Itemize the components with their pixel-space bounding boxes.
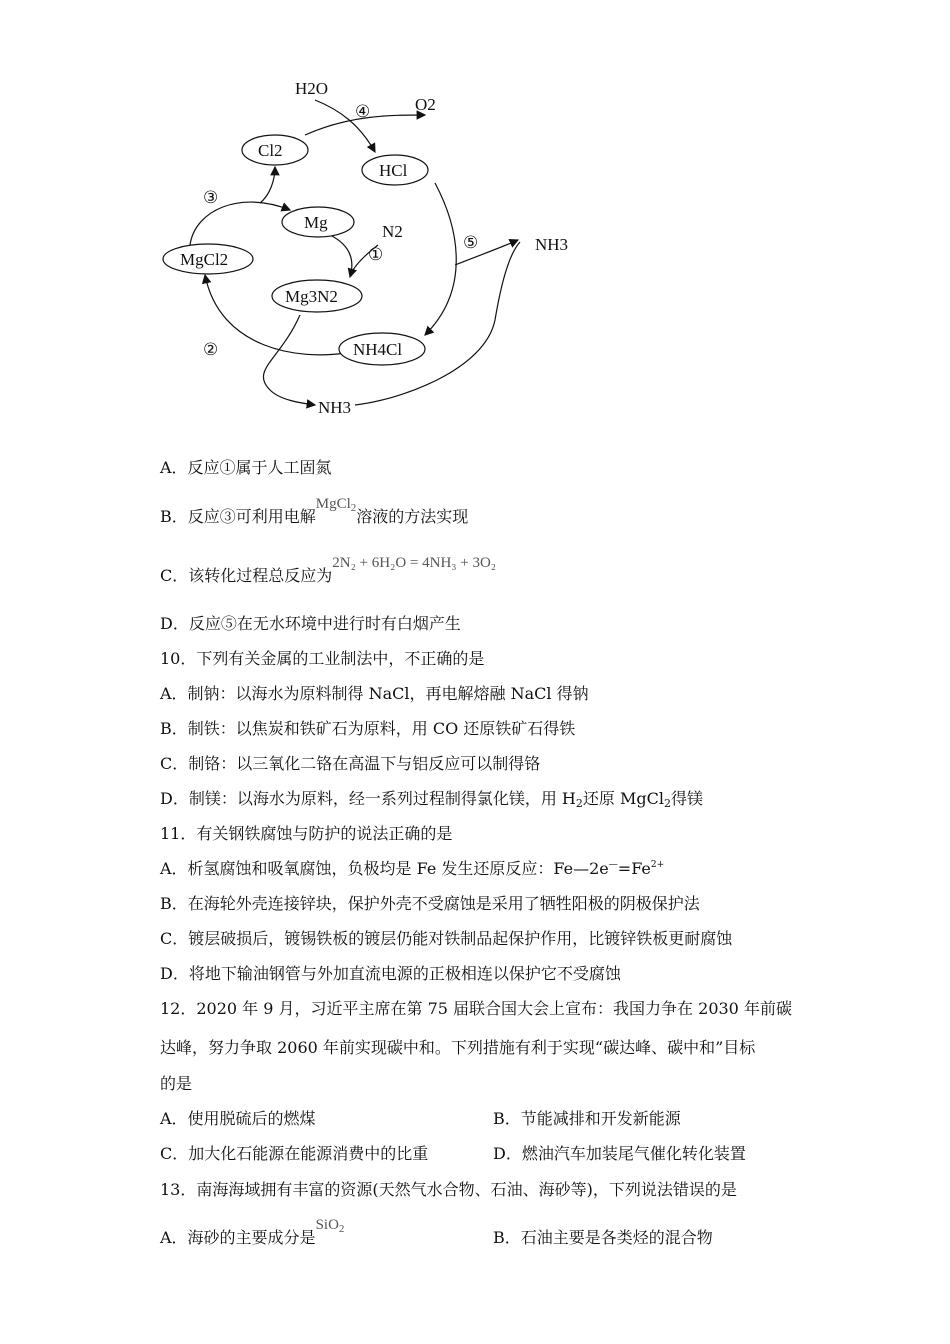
node-mg xyxy=(282,207,354,237)
q10-option-d-text-end: 得镁 xyxy=(670,789,703,808)
formula-text: MgCl xyxy=(315,496,351,512)
species-h2o: H2O xyxy=(295,79,329,98)
subscript: 2 xyxy=(663,797,671,810)
q13-option-b: B．石油主要是各类烃的混合物 xyxy=(493,1228,713,1247)
arrow-branch-to-cl2 xyxy=(260,167,275,203)
q9-option-d: D．反应⑤在无水环境中进行时有白烟产生 xyxy=(160,614,461,633)
arrow-mgcl2-to-mg-cl2 xyxy=(190,202,290,245)
arrow-mg-to-mg3n2 xyxy=(330,235,352,277)
q12-option-b: B．节能减排和开发新能源 xyxy=(493,1109,681,1128)
q13-option-a-formula xyxy=(316,1217,345,1233)
q9-option-c-formula: 2N₂ + 6H₂O = 4NH₃ + 3O₂ xyxy=(332,555,497,571)
species-o2: O2 xyxy=(415,95,436,114)
q11-option-d: D．将地下输油钢管与外加直流电源的正极相连以保护它不受腐蚀 xyxy=(160,964,621,983)
node-mg3n2 xyxy=(272,280,362,312)
q9-option-b-formula xyxy=(316,496,357,512)
q13-stem: 13．南海海域拥有丰富的资源(天然气水合物、石油、海砂等)，下列说法错误的是 xyxy=(160,1180,737,1199)
q10-option-d-text-mid: 还原 MgCl xyxy=(582,789,664,808)
species-n2: N2 xyxy=(382,222,403,241)
q10-stem: 10．下列有关金属的工业制法中，不正确的是 xyxy=(160,649,485,668)
arrow-hcl-to-nh4cl xyxy=(425,183,456,335)
q9-option-c xyxy=(160,555,497,587)
q10-option-d xyxy=(160,789,703,811)
node-label: Mg3N2 xyxy=(285,287,338,306)
q10-option-c: C．制铬：以三氧化二铬在高温下与铝反应可以制得铬 xyxy=(160,754,541,773)
q9-option-b-text: B．反应③可利用电解 xyxy=(160,507,316,526)
q9-option-a: A．反应①属于人工固氮 xyxy=(160,458,332,477)
step-label-5: ⑤ xyxy=(463,233,479,252)
q10-option-b: B．制铁：以焦炭和铁矿石为原料，用 CO 还原铁矿石得铁 xyxy=(160,719,576,738)
reaction-cycle-diagram xyxy=(150,70,590,430)
step-label-1: ① xyxy=(368,245,384,264)
node-label: HCl xyxy=(379,161,408,180)
q11-option-a xyxy=(160,859,664,882)
formula-text: SiO xyxy=(315,1217,339,1233)
q10-option-a: A．制钠：以海水为原料制得 NaCl，再电解熔融 NaCl 得钠 xyxy=(160,684,589,703)
superscript: — xyxy=(608,860,618,870)
q12-option-a: A．使用脱硫后的燃煤 xyxy=(160,1109,316,1128)
q13-option-a xyxy=(160,1217,345,1250)
node-mgcl2 xyxy=(163,244,253,274)
q12-option-d: D．燃油汽车加装尾气催化转化装置 xyxy=(493,1144,746,1163)
superscript: 2+ xyxy=(650,860,665,870)
node-label: Cl2 xyxy=(258,141,283,160)
q11-option-a-text: A．析氢腐蚀和吸氧腐蚀，负极均是 Fe 发生还原反应：Fe—2e xyxy=(160,859,609,878)
q9-option-c-text: C．该转化过程总反应为 xyxy=(160,566,333,585)
arrow-mg3n2-to-nh3 xyxy=(263,315,315,405)
q13-option-a-text: A．海砂的主要成分是 xyxy=(160,1228,316,1247)
q12-stem-line-1: 12．2020 年 9 月，习近平主席在第 75 届联合国大会上宣布：我国力争在 2030 年前碳 xyxy=(160,999,792,1018)
q11-option-a-text-end: =Fe xyxy=(617,859,651,878)
q12-stem-line-2: 达峰，努力争取 2060 年前实现碳中和。下列措施有利于实现“碳达峰、碳中和”目标 xyxy=(160,1038,756,1057)
q11-option-b: B．在海轮外壳连接锌块，保护外壳不受腐蚀是采用了牺牲阳极的阴极保护法 xyxy=(160,894,700,913)
q12-option-c: C．加大化石能源在能源消费中的比重 xyxy=(160,1144,429,1163)
node-nh4cl xyxy=(339,333,425,365)
q9-option-b-text-end: 溶液的方法实现 xyxy=(356,507,469,526)
step-label-3: ③ xyxy=(203,188,219,207)
q11-stem: 11．有关钢铁腐蚀与防护的说法正确的是 xyxy=(160,824,453,843)
arrow-nh3-to-nh4cl xyxy=(355,242,520,405)
node-label: NH4Cl xyxy=(353,340,403,359)
node-label: Mg xyxy=(304,213,328,232)
node-hcl xyxy=(362,155,428,185)
formula-sub: 2 xyxy=(338,1223,345,1235)
subscript: 2 xyxy=(575,797,583,810)
q10-option-d-text: D．制镁：以海水为原料，经一系列过程制得氯化镁，用 H xyxy=(160,789,576,808)
step-label-4: ④ xyxy=(355,102,371,121)
node-label: MgCl2 xyxy=(180,250,229,269)
species-nh3-bottom: NH3 xyxy=(318,398,352,417)
q11-option-c: C．镀层破损后，镀锡铁板的镀层仍能对铁制品起保护作用，比镀锌铁板更耐腐蚀 xyxy=(160,929,733,948)
q12-stem-line-3: 的是 xyxy=(160,1074,193,1093)
node-cl2 xyxy=(242,135,308,165)
formula-sub: 2 xyxy=(350,502,357,514)
q9-option-b xyxy=(160,496,469,529)
step-label-2: ② xyxy=(203,340,219,359)
species-nh3-right: NH3 xyxy=(535,235,569,254)
